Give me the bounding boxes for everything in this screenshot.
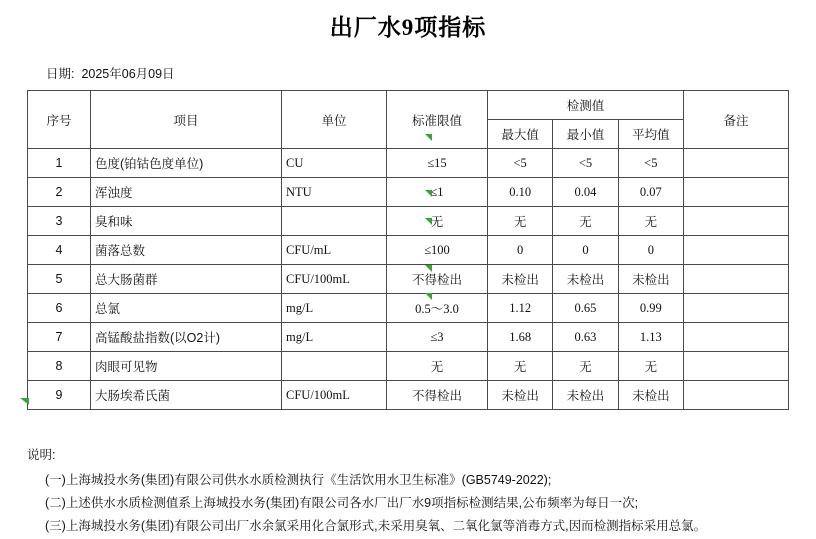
cell-max: 无 bbox=[488, 207, 553, 236]
cell-max: 0.10 bbox=[488, 178, 553, 207]
cell-limit: 无 bbox=[387, 207, 488, 236]
cell-note bbox=[684, 323, 789, 352]
row-comment-marker-icon bbox=[20, 398, 29, 405]
cell-seq: 3 bbox=[28, 207, 91, 236]
table-row bbox=[28, 207, 789, 236]
cell-limit: ≤100 bbox=[387, 236, 488, 265]
table-row bbox=[28, 294, 789, 323]
header-unit: 单位 bbox=[282, 91, 387, 149]
cell-item: 菌落总数 bbox=[91, 236, 282, 265]
cell-limit: ≤1 bbox=[387, 178, 488, 207]
cell-min: 0 bbox=[553, 236, 618, 265]
date-value: 2025年06月09日 bbox=[81, 67, 175, 81]
report-date bbox=[46, 64, 816, 82]
date-label: 日期: bbox=[46, 67, 75, 81]
cell-note bbox=[684, 265, 789, 294]
cell-max: 1.12 bbox=[488, 294, 553, 323]
cell-seq: 6 bbox=[28, 294, 91, 323]
cell-min: 0.04 bbox=[553, 178, 618, 207]
cell-note bbox=[684, 236, 789, 265]
cell-note bbox=[684, 294, 789, 323]
cell-min: 0.63 bbox=[553, 323, 618, 352]
table-row bbox=[28, 265, 789, 294]
cell-note bbox=[684, 207, 789, 236]
cell-max: <5 bbox=[488, 149, 553, 178]
cell-min: 无 bbox=[553, 352, 618, 381]
cell-limit: ≤15 bbox=[387, 149, 488, 178]
header-note: 备注 bbox=[684, 91, 789, 149]
header-max: 最大值 bbox=[488, 120, 553, 149]
cell-item: 大肠埃希氏菌 bbox=[91, 381, 282, 410]
cell-item: 高锰酸盐指数(以O2计) bbox=[91, 323, 282, 352]
cell-note bbox=[684, 149, 789, 178]
table-row bbox=[28, 381, 789, 410]
cell-unit: CFU/100mL bbox=[282, 381, 387, 410]
cell-item: 总氯 bbox=[91, 294, 282, 323]
cell-unit: NTU bbox=[282, 178, 387, 207]
cell-item: 肉眼可见物 bbox=[91, 352, 282, 381]
cell-unit bbox=[282, 352, 387, 381]
cell-min: <5 bbox=[553, 149, 618, 178]
cell-min: 未检出 bbox=[553, 265, 618, 294]
cell-limit: ≤3 bbox=[387, 323, 488, 352]
cell-unit: CFU/mL bbox=[282, 236, 387, 265]
cell-note bbox=[684, 178, 789, 207]
table-row bbox=[28, 178, 789, 207]
cell-avg: 无 bbox=[618, 352, 683, 381]
cell-note bbox=[684, 352, 789, 381]
cell-avg: <5 bbox=[618, 149, 683, 178]
cell-note bbox=[684, 381, 789, 410]
cell-item: 浑浊度 bbox=[91, 178, 282, 207]
cell-seq: 5 bbox=[28, 265, 91, 294]
header-item: 项目 bbox=[91, 91, 282, 149]
comment-marker-icon bbox=[425, 218, 432, 225]
cell-min: 0.65 bbox=[553, 294, 618, 323]
cell-item: 总大肠菌群 bbox=[91, 265, 282, 294]
cell-avg: 1.13 bbox=[618, 323, 683, 352]
cell-avg: 0.07 bbox=[618, 178, 683, 207]
cell-limit: 0.5～3.0 bbox=[387, 294, 488, 323]
note-line: (三)上海城投水务(集团)有限公司出厂水余氯采用化合氯形式,未采用臭氧、二氧化氯等消毒方式,因而检测指标采用总氯。 bbox=[45, 519, 707, 534]
cell-avg: 0 bbox=[618, 236, 683, 265]
comment-marker-icon bbox=[425, 190, 432, 197]
cell-unit: CU bbox=[282, 149, 387, 178]
cell-max: 无 bbox=[488, 352, 553, 381]
cell-limit: 不得检出 bbox=[387, 265, 488, 294]
notes-section bbox=[27, 444, 816, 539]
header-limit: 标准限值 bbox=[387, 91, 488, 149]
header-measured-group: 检测值 bbox=[488, 91, 684, 120]
indicator-table bbox=[27, 90, 789, 410]
page-title: 出厂水9项指标 bbox=[329, 15, 487, 40]
cell-max: 未检出 bbox=[488, 381, 553, 410]
cell-avg: 0.99 bbox=[618, 294, 683, 323]
table-row bbox=[28, 149, 789, 178]
table-row bbox=[28, 323, 789, 352]
cell-min: 无 bbox=[553, 207, 618, 236]
cell-unit bbox=[282, 207, 387, 236]
comment-marker-icon bbox=[425, 293, 432, 300]
table-row bbox=[28, 352, 789, 381]
cell-item: 色度(铂钴色度单位) bbox=[91, 149, 282, 178]
note-line: (一)上海城投水务(集团)有限公司供水水质检测执行《生活饮用水卫生标准》(GB5749-2022); bbox=[45, 473, 552, 488]
comment-marker-icon bbox=[425, 134, 432, 141]
cell-max: 未检出 bbox=[488, 265, 553, 294]
cell-seq: 9 bbox=[28, 381, 91, 410]
cell-unit: mg/L bbox=[282, 294, 387, 323]
cell-max: 1.68 bbox=[488, 323, 553, 352]
cell-seq: 2 bbox=[28, 178, 91, 207]
cell-seq: 4 bbox=[28, 236, 91, 265]
cell-seq: 7 bbox=[28, 323, 91, 352]
cell-unit: mg/L bbox=[282, 323, 387, 352]
table-header-row-1 bbox=[28, 91, 789, 120]
comment-marker-icon bbox=[425, 265, 432, 272]
cell-seq: 1 bbox=[28, 149, 91, 178]
header-seq: 序号 bbox=[28, 91, 91, 149]
cell-min: 未检出 bbox=[553, 381, 618, 410]
cell-limit: 无 bbox=[387, 352, 488, 381]
cell-max: 0 bbox=[488, 236, 553, 265]
header-avg: 平均值 bbox=[618, 120, 683, 149]
cell-avg: 未检出 bbox=[618, 381, 683, 410]
cell-avg: 无 bbox=[618, 207, 683, 236]
table-row bbox=[28, 236, 789, 265]
cell-seq: 8 bbox=[28, 352, 91, 381]
note-line: (二)上述供水水质检测值系上海城投水务(集团)有限公司各水厂出厂水9项指标检测结果,公布频率为每日一次; bbox=[45, 496, 639, 511]
cell-avg: 未检出 bbox=[618, 265, 683, 294]
header-min: 最小值 bbox=[553, 120, 618, 149]
notes-title: 说明: bbox=[27, 448, 56, 462]
cell-unit: CFU/100mL bbox=[282, 265, 387, 294]
cell-item: 臭和味 bbox=[91, 207, 282, 236]
cell-limit: 不得检出 bbox=[387, 381, 488, 410]
